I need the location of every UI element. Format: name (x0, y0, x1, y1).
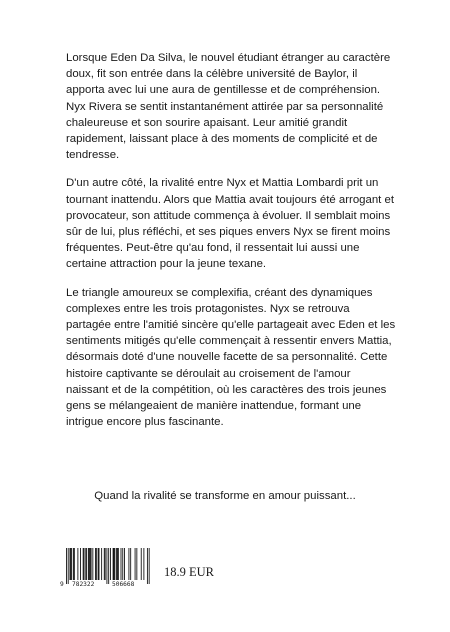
barcode-bar (86, 548, 87, 580)
barcode-bar (88, 548, 89, 580)
barcode-bar (130, 548, 131, 580)
barcode-bar (135, 548, 136, 580)
barcode-bar (122, 548, 123, 580)
barcode-bar (116, 548, 117, 580)
barcode-bar (74, 548, 75, 580)
isbn-barcode (60, 548, 152, 590)
tagline: Quand la rivalité se transforme en amour puissant... (94, 490, 356, 502)
barcode-bar (77, 548, 78, 580)
barcode-bar (121, 548, 122, 580)
barcode-bar (95, 548, 96, 580)
barcode-bar (128, 548, 129, 580)
barcode-bar (85, 548, 86, 580)
barcode-bar (117, 548, 118, 580)
barcode-bar (70, 548, 71, 580)
barcode-bar (106, 548, 107, 584)
barcode-bar (108, 548, 109, 584)
barcode-bar (66, 548, 67, 584)
barcode-bar (91, 548, 92, 580)
barcode-first-digit: 9 (60, 581, 64, 588)
barcode-bar (114, 548, 115, 580)
barcode-bar (141, 548, 142, 580)
barcode-left-group: 782322 (72, 581, 95, 588)
barcode-bar (83, 548, 84, 580)
barcode-bar (92, 548, 93, 580)
barcode-bar (104, 548, 105, 580)
barcode-bar (110, 548, 111, 580)
barcode-bar (136, 548, 137, 580)
barcode-bar (71, 548, 72, 580)
synopsis-paragraph-2: D'un autre côté, la rivalité entre Nyx et Mattia Lombardi prit un tournant inattendu. Alors que Mattia avait toujours été arrogant et provocateur, son attitude commença à évoluer. Il semblait moins sûr de lui, plus réfléchi, et ses piques envers Nyx se firent moins fréquentes. Peut-être qu'au fond, il ressentait lui aussi une certaine attraction pour la jeune texane. (66, 177, 395, 271)
barcode-bar (96, 548, 97, 580)
barcode-bar (90, 548, 91, 580)
barcode-right-group: 506668 (112, 581, 135, 588)
synopsis-paragraph-3: Le triangle amoureux se complexifia, créant des dynamiques complexes entre les trois protagonistes. Nyx se retrouva partagée entre l'amitié sincère qu'elle partageait avec Eden et les sentiments mitigés qu'elle commençait à ressentir envers Mattia, désormais doté d'une nouvelle facette de sa personnalité. Cette histoire captivante se déroulait au croisement de l'amour naissant et de la compétition, où les caractères des trois jeunes gens se mélangeaient de manière inattendue, formant une intrigue encore plus fascinante. (66, 286, 396, 429)
barcode-bar (99, 548, 100, 580)
barcode-bar (113, 548, 114, 580)
synopsis (66, 50, 396, 442)
barcode-bar (89, 548, 90, 580)
barcode-bars (66, 548, 152, 584)
barcode-bar (101, 548, 102, 580)
barcode-bar (118, 548, 119, 580)
price: 18.9 EUR (164, 565, 214, 579)
barcode-bar (114, 548, 115, 580)
barcode-bar (84, 548, 85, 580)
barcode-bar (98, 548, 99, 580)
barcode-bar (143, 548, 144, 580)
barcode-bar (80, 548, 81, 580)
barcode-bar (105, 548, 106, 580)
barcode-bar (149, 548, 150, 584)
barcode-bar (124, 548, 125, 580)
synopsis-paragraph-1: Lorsque Eden Da Silva, le nouvel étudiant étranger au caractère doux, fit son entrée dans la célèbre université de Baylor, il apporta avec lui une aura de gentillesse et de compréhension. Nyx Rivera se sentit instantanément attirée par sa personnalité chaleureuse et son sourire apaisant. Leur amitié grandit rapidement, laissant place à des moments de complicité et de tendresse. (66, 52, 391, 162)
barcode-bar (73, 548, 74, 580)
barcode-bar (70, 548, 71, 580)
barcode-bar (147, 548, 148, 584)
barcode-bar (68, 548, 69, 584)
